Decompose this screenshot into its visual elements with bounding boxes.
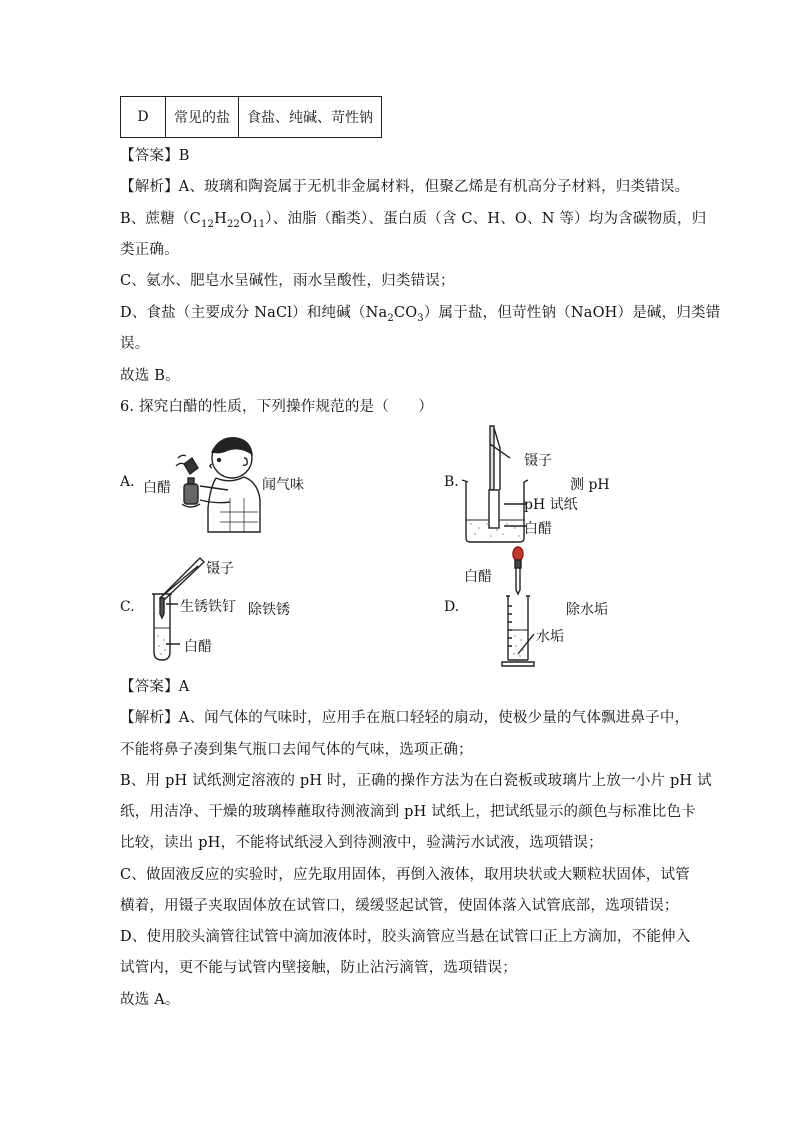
option-c-caption: 除铁锈	[248, 602, 290, 618]
option-d-vinegar-label: 白醋	[464, 569, 492, 585]
scale-removal-figure	[500, 546, 540, 670]
option-a-letter: A.	[120, 474, 135, 490]
q6-explanation-line: 横着，用镊子夹取固体放在试管口，缓缓竖起试管，使固体落入试管底部，选项错误；	[120, 898, 679, 914]
q6-explanation-line: 【解析】A、闻气体的气味时，应用手在瓶口轻轻的扇动，使极少量的气体飘进鼻子中，	[120, 710, 690, 726]
option-c-letter: C.	[120, 599, 135, 615]
q6-explanation-line: 纸，用洁净、干燥的玻璃棒蘸取待测液滴到 pH 试纸上，把试纸显示的颜色与标准比色卡	[120, 804, 696, 820]
q6-explanation-line: 比较，读出 pH，不能将试纸浸入到待测液中，验满污水试液，选项错误；	[120, 835, 603, 851]
option-b-letter: B.	[444, 474, 459, 490]
option-d-scale-label: 水垢	[536, 629, 564, 645]
option-c-vinegar-label: 白醋	[184, 639, 212, 655]
q6-explanation-line: B、用 pH 试纸测定溶液的 pH 时，正确的操作方法为在白瓷板或玻璃片上放一小片 pH 试	[120, 773, 712, 789]
q6-stem: 6. 探究白醋的性质，下列操作规范的是（ ）	[120, 399, 434, 415]
option-d-letter: D.	[444, 599, 460, 615]
table-row	[121, 97, 382, 138]
option-c-nail-label: 生锈铁钉	[180, 599, 236, 615]
option-b-tweezers-label: 镊子	[524, 453, 552, 469]
q5-explanation-line: 【解析】A、玻璃和陶瓷属于无机非金属材料，但聚乙烯是有机高分子材料，归类错误。	[120, 179, 690, 195]
smell-figure	[170, 428, 265, 534]
option-a-vinegar-label: 白醋	[143, 480, 171, 496]
q5-explanation-line: 误。	[120, 336, 150, 352]
q5-explanation-line: B、蔗糖$(C_{12}H_{22}O_{11})$、油脂（酯类）、蛋白质（含 C、H、O、N 等）均为含碳物质，归	[120, 211, 707, 230]
q5-explanation-line: 类正确。	[120, 242, 179, 258]
option-b-vinegar-label: 白醋	[524, 521, 552, 537]
q5-conclusion: 故选 B。	[120, 368, 180, 384]
q5-explanation-line: D、食盐（主要成分 NaCl）和纯碱$(Na_2CO_3)$属于盐，但苛性钠（NaOH）是碱，归类错	[120, 305, 721, 324]
q6-answer: 【答案】A	[120, 679, 190, 695]
option-b-paper-label: pH 试纸	[524, 497, 578, 513]
option-c-tweezers-label: 镊子	[206, 561, 234, 577]
q6-explanation-line: C、做固液反应的实验时，应先取用固体，再倒入液体，取用块状或大颗粒状固体，试管	[120, 867, 690, 883]
q5-answer: 【答案】B	[120, 148, 190, 164]
option-d-caption: 除水垢	[566, 602, 608, 618]
q6-explanation-line: 不能将鼻子凑到集气瓶口去闻气体的气味，选项正确；	[120, 742, 473, 758]
table-cell-letter: D	[121, 97, 166, 138]
classification-table	[120, 96, 382, 138]
q6-explanation-line: 试管内，更不能与试管内壁接触，防止沾污滴管，选项错误；	[120, 960, 517, 976]
q5-explanation-line: C、氨水、肥皂水呈碱性，雨水呈酸性，归类错误；	[120, 273, 455, 289]
option-a-caption: 闻气味	[262, 477, 304, 493]
table-cell-items: 食盐、纯碱、苛性钠	[239, 97, 382, 138]
q6-explanation-line: D、使用胶头滴管往试管中滴加液体时，胶头滴管应当悬在试管口正上方滴加，不能伸入	[120, 929, 691, 945]
q6-conclusion: 故选 A。	[120, 992, 180, 1008]
table-cell-category: 常见的盐	[166, 97, 239, 138]
option-b-caption: 测 pH	[570, 477, 610, 493]
